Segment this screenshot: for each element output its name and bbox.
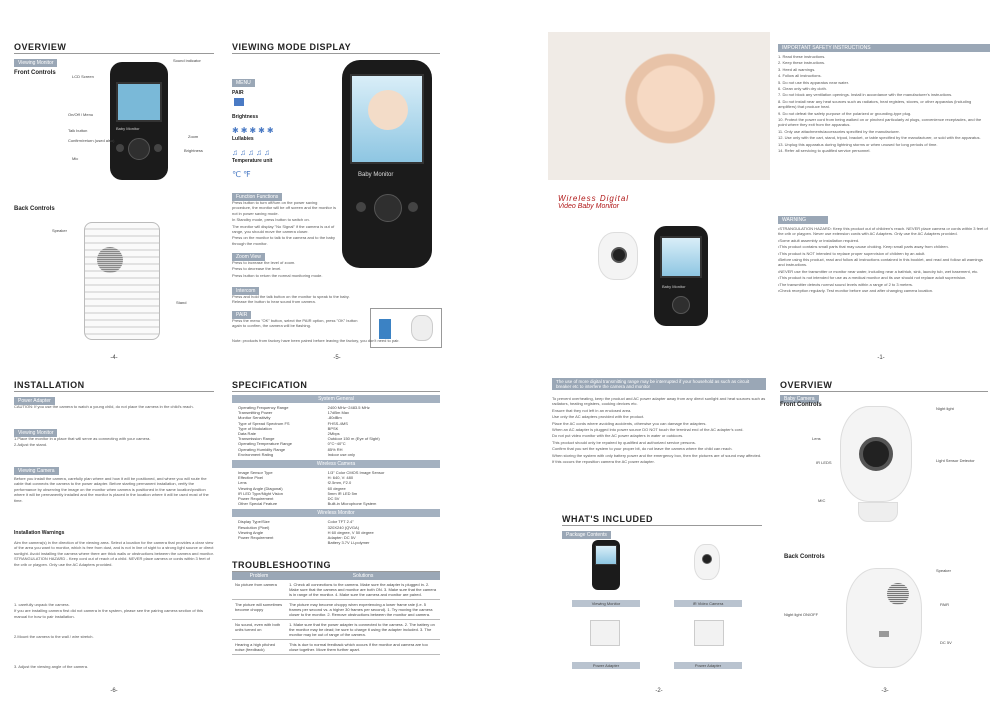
zoom-text: Press to increase the level of zoom. Press to decrease the level. Press button to return the normal monitoring mode. — [232, 260, 323, 278]
spec-value: 2Mbps — [327, 431, 340, 437]
install-step-3: 3. Adjust the viewing angle of the camera. — [14, 664, 89, 669]
label-sound: Sound indicator — [173, 58, 201, 63]
install-step-2: 2.Mount the camera to the wall / wire stretch. — [14, 634, 94, 639]
label-zoom: Zoom — [188, 134, 199, 139]
spec-value: Color TFT 2.4" — [327, 519, 354, 525]
lullabies-label: Lullabies — [232, 136, 254, 142]
spec-value: Indoor use only — [327, 451, 356, 457]
viewing-monitor-tag: Viewing Monitor — [14, 429, 57, 437]
intercom-text: Press and hold the talk button on the monitor to speak to the baby. Release the button to hear sound from camera. — [232, 294, 350, 305]
included-monitor-caption: Viewing Monitor — [572, 600, 640, 607]
spec-value: 2400 MHz~2483.5 MHz — [327, 405, 370, 410]
troubleshooting-table — [232, 572, 440, 655]
spec-key: Viewing Angle (Diagonal) — [238, 485, 283, 491]
spec-key: Operating Humidity Range — [238, 446, 286, 452]
monitor-brand: Baby Monitor — [358, 172, 394, 178]
power-adapter-tag: Power Adapter — [14, 397, 55, 405]
solution-cell: 1. Make sure that the power adapter is connected to the camera. 2. The battery on the monitor may be dead; be sure to charge it using the adapter included. 3. The monitor may be out of range of the camera. — [286, 620, 440, 640]
label-stand: Stand — [176, 300, 187, 305]
speaker-grille — [97, 247, 123, 273]
solution-cell: The picture may become choppy when experiencing a lower frame rate (i.e. 5 frames per second vs. a higher 30 frames per second). 1. Try moving the camera closer to the monitor. 2. Remove obstructions between the monitor and camera. — [286, 600, 440, 620]
baby-image — [368, 90, 408, 130]
whats-included-title: WHAT'S INCLUDED — [562, 514, 762, 526]
spec-value: BPSK — [327, 425, 339, 431]
system-general-head: System General — [232, 395, 440, 403]
spec-row — [232, 540, 440, 545]
spec-value: Adapter: DC 5V — [327, 535, 356, 541]
label-dc5v: DC 5V — [940, 640, 952, 645]
spec-value: Outdoor 150 m (Eye of Sight) — [327, 436, 380, 442]
camera-back-heading: Back Controls — [784, 554, 825, 560]
baby-photo — [548, 32, 770, 180]
problem-cell: The picture will sometimes become choppy — [232, 600, 286, 620]
manual-page-6 — [8, 372, 220, 700]
installation-warnings-text: Aim the camera(s) in the direction of the viewing area. Select a location for the camera that provides a clear view of the area you want to monitor, which is free from dust, and is not in line of sight to a strong light source or direct sunlight. Avoid installing the camera where there are thick walls or obstructions between the camera and monitor. STRANGULATION HAZARD - Keep cord out of reach of a child. NEVER place camera or cords within 3 feet of the crib or playpen. Only use the AC Adapters provided. — [14, 540, 214, 567]
function-tag: Function Functions — [232, 193, 282, 201]
included-camera-image — [694, 544, 720, 580]
problem-cell: No sound, even with both units turned on — [232, 620, 286, 640]
safety-heading: IMPORTANT SAFETY INSTRUCTIONS — [778, 44, 990, 52]
included-adapter-2-image — [694, 620, 724, 646]
warning-heading: WARNING — [778, 216, 828, 224]
control-dial — [128, 138, 150, 160]
spec-value: Built-in Microphone System — [327, 501, 377, 507]
manual-page-3 — [776, 372, 994, 700]
camera-base — [858, 502, 898, 522]
spec-key: Lens — [238, 480, 247, 486]
baby-camera-tag: Baby Camera — [780, 395, 819, 403]
spec-value: DC 5V — [327, 496, 340, 502]
spec-value: 320X240 (QVGA) — [327, 524, 360, 530]
label-lens: Lens — [812, 436, 821, 441]
spec-key: Power Requirement — [238, 535, 274, 541]
cautions-list: To prevent overheating, keep the product and AC power adapter away from any direct sunlight and heat sources such as radiators, heating registers, cooking devices etc. Ensure that they not left in an enclosed area. Use only the AC adapters provided with the product. Place the AC cords where avoiding accidents, otherwise you can damage the adapters. When an AC adapter is plugged into power source DO NOT touch the terminal end of the AC adapter's cord. Do not put video monitor with the AC power adapters in water or outdoors. This product should only be repaired by qualified and authorized service persons. Confirm that you set the system to your proper bit, do not leave the camera where the child can reach. When storing the system with only battery power and the emergency box, then the pictures are of sound may affected. If this occurs the reposition camera the AC power adapter. — [552, 396, 766, 465]
monitor-display — [350, 74, 424, 164]
monitor-steps: 1.Place the monitor in a place that will serve as connecting with your camera. 2.Adjust the stand. — [14, 436, 151, 448]
spec-value: 1/3" Color CMOS Image Sensor — [327, 470, 385, 476]
cover-monitor-image: Baby Monitor — [654, 226, 708, 326]
solutions-header: Solutions — [286, 572, 440, 580]
spec-value: -80dBm — [327, 415, 342, 421]
pair-text: Press the menu "OK" button, select the PAIR option, press "OK" button again to confirm, the camera will be flashing. — [232, 318, 358, 329]
temperature-label: Temperature unit — [232, 158, 273, 164]
label-light-sensor: Light Sensor Detector — [936, 458, 975, 463]
camera-front-heading: Front Controls — [780, 402, 822, 408]
caution-text: CAUTION: If you use the camera to watch a young child, do not place the camera in the child's reach. — [14, 404, 194, 409]
spec-key: Type of Spread Spectrum FS — [238, 420, 290, 426]
table-row — [232, 600, 440, 620]
camera-install-text: Before you install the camera, carefully plan where and how it will be positioned, and where you will route the cable that connects the camera to the power adapter. Before starting permanent installation, verify the performance by observing the image on the monitor when camera is positioned in the same location/position where it will be permanently installed and the monitor is placed in the location where it will be used most of the time. — [14, 476, 209, 503]
problem-header: Problem — [232, 572, 286, 580]
spec-value: H: 640, V: 480 — [327, 475, 354, 481]
spec-key: Monitor Sensitivity — [238, 415, 271, 421]
viewing-camera-tag: Viewing Camera — [14, 467, 59, 475]
camera-speaker-grille — [887, 583, 909, 605]
spec-row — [232, 452, 440, 457]
package-contents-tag: Package Contents — [562, 531, 611, 539]
brand-logo: Baby Monitor — [116, 126, 140, 131]
table-row — [232, 620, 440, 640]
installation-warnings-heading: Installation Warnings — [14, 530, 65, 536]
label-night: Night light — [936, 406, 954, 411]
monitor-left-btn — [356, 202, 366, 212]
label-ir-leds: IR LEDS — [816, 460, 832, 465]
troubleshooting-title: TROUBLESHOOTING — [232, 560, 440, 572]
temperature-icons: ℃ ℉ — [232, 170, 251, 179]
overview-title: OVERVIEW — [14, 42, 214, 54]
spec-key: Image Sensor Type — [238, 470, 273, 476]
spec-value: 0°C~40°C — [327, 441, 346, 447]
spec-key: Operating Temperature Range — [238, 441, 292, 447]
label-mic: Mic — [72, 156, 79, 161]
label-brightness: Brightness — [184, 148, 203, 153]
spec-key: Operating Frequency Range — [238, 405, 289, 410]
camera-lens — [859, 437, 893, 471]
spec-value: 85% RH — [327, 446, 343, 452]
installation-title: INSTALLATION — [14, 380, 214, 392]
back-controls-heading: Back Controls — [14, 206, 55, 212]
intercom-tag: Intercom — [232, 287, 259, 295]
label-speaker-cam: Speaker — [936, 568, 951, 573]
viewing-monitor-tag: Viewing Monitor — [14, 59, 57, 67]
problem-cell: No picture from camera — [232, 580, 286, 600]
spec-row — [232, 501, 440, 506]
wireless-monitor-head: Wireless Monitor — [232, 509, 440, 517]
safety-list: 1. Read these instructions. 2. Keep these instructions. 3. Heed all warnings. 4. Follow all instructions. 5. Do not use this apparatus near water. 6. Clean only with dry cloth. 7. Do not block any ventilation openings. Install in accordance with the manufacturer's instructions. 8. Do not install near any heat sources such as radiators, heat registers, stoves, or other apparatus (including amplifiers) that produce heat. 9. Do not defeat the safety purpose of the polarized or grounding-type plug. 10. Protect the power cord from being walked on or pinched particularly at plugs, convenience receptacles, and the point where they exit from the apparatus. 11. Only use attachments/accessories specified by the manufacturer. 12. Use only with the cart, stand, tripod, bracket, or table specified by the manufacturer, or sold with the apparatus. 13. Unplug this apparatus during lightning storms or when unused for long periods of time. 14. Refer all servicing to qualified service personnel. — [778, 54, 982, 154]
spec-key: IR LED Type/Night Vision — [238, 490, 283, 496]
wireless-camera-head: Wireless Camera — [232, 460, 440, 468]
included-adapter-1-image — [590, 620, 620, 646]
label-mic-cam: MIC — [818, 498, 826, 503]
included-camera-caption: IR Video Camera — [674, 600, 742, 607]
front-controls-heading: Front Controls — [14, 70, 56, 76]
pair-icon — [234, 98, 244, 106]
spec-value: 60 degree — [327, 485, 346, 491]
monitor-dial — [374, 194, 402, 222]
spec-key: Transmitting Power — [238, 410, 273, 416]
spec-key: Display Type/Size — [238, 519, 270, 525]
spec-key: Resolution (Pixel) — [238, 524, 270, 530]
manual-page-2 — [548, 372, 770, 700]
manual-page-1 — [548, 32, 994, 367]
spec-value: 17dBm Max — [327, 410, 350, 416]
page-number: -2- — [655, 688, 663, 694]
cautions-heading: The use of more digital transmitting range may be interrupted if your household as such as circuit breaker etc to interfere the camera and monitor — [552, 378, 766, 390]
spec-key: Transmission Range — [238, 436, 275, 442]
pair-tag: PAIR — [232, 311, 251, 319]
zoom-tag: Zoom View — [232, 253, 265, 261]
label-led: LCD Screen — [72, 74, 94, 79]
label-menu: On/Off / Menu — [68, 112, 94, 117]
camera-back-image — [846, 568, 922, 668]
menu-tag: MENU — [232, 79, 255, 87]
left-button — [116, 144, 124, 152]
monitor-back-image — [84, 222, 160, 340]
label-pair-cam: PAIR — [940, 602, 950, 607]
camera-overview-title: OVERVIEW — [780, 380, 988, 392]
spec-value: H 60 degree, V 50 degree — [327, 529, 374, 535]
camera-port — [879, 631, 889, 637]
pair-label: PAIR — [232, 90, 244, 96]
manual-page-5 — [228, 32, 446, 367]
spec-key: Other Special Feature — [238, 501, 278, 507]
lullaby-icons: ♫ ♫ ♫ ♫ ♫ — [232, 148, 270, 157]
viewing-mode-monitor-image — [342, 60, 432, 268]
table-row — [232, 640, 440, 655]
function-text: Press button to turn off/turn on the power saving procedure, the monitor will be off screen and the monitor is not in power saving mode. In Standby mode, press button to switch on. The monitor will display "No Signal" if the camera is out of range, you should move the camera closer. Press on the monitor to talk to the camera and to the baby through the monitor. — [232, 200, 336, 246]
spec-key: Data Rate — [238, 431, 257, 437]
brightness-icons: ✱ ✱ ✱ ✱ ✱ — [232, 126, 274, 135]
manual-page-4 — [8, 32, 220, 367]
pair-note: Note: products from factory have been paired before leaving the factory, you don't need to pair. — [232, 338, 400, 343]
monitor-right-btn — [408, 202, 418, 212]
specification-title: SPECIFICATION — [232, 380, 440, 392]
right-button — [154, 144, 162, 152]
spec-table — [232, 392, 440, 545]
spec-value: 5mm IR LED 5m — [327, 490, 358, 496]
viewing-mode-title: VIEWING MODE DISPLAY — [232, 42, 440, 54]
included-adapter-1-caption: Power Adapter — [572, 662, 640, 669]
spec-key: Viewing Angle — [238, 529, 264, 535]
page-number: -3- — [881, 688, 889, 694]
label-confirm: Confirm/return (used also) — [68, 138, 115, 143]
install-step-1: 1. carefully unpack the camera. If you are installing camera first did not camera in the system, please see the pairing camera section of this manual for how to pair installation. — [14, 602, 203, 619]
cover-title: Wireless Digital Video Baby Monitor — [558, 194, 630, 210]
included-monitor-image — [592, 540, 620, 590]
brightness-label: Brightness — [232, 114, 259, 120]
label-night-onoff: Night light ON/OFF — [784, 612, 819, 617]
spec-value: FHSS-4MS — [327, 420, 348, 426]
manual-page-specification — [228, 372, 446, 700]
spec-value: f2.5mm, F2.0 — [327, 480, 352, 486]
table-row — [232, 580, 440, 600]
cover-camera-image — [598, 232, 638, 280]
included-adapter-2-caption: Power Adapter — [674, 662, 742, 669]
spec-key: Type of Modulation — [238, 425, 272, 431]
problem-cell: Hearing a high pitched noise (feedback) — [232, 640, 286, 655]
label-speaker-back: Speaker — [52, 228, 67, 233]
monitor-screen — [116, 82, 162, 122]
spec-value: Battery 3.7V Li-polymer — [327, 540, 370, 546]
page-number: -4- — [110, 355, 118, 361]
warning-list: •STRANGULATION HAZARD: Keep this product out of children's reach. NEVER place camera or cords within 3 feet of the crib or playpen. Never use extension cords with AC Adapters. Only use the AC Adapters provided. •Some adult assembly or installation required. •This product contains small parts that may cause choking. Keep small parts away from children. •This product is NOT intended to replace proper supervision of children by an adult. •Before using this product, read and follow all instructions contained in this booklet, and read and follow all warnings and instructions. •NEVER use the transmitter or monitor near water, including near a bathtub, sink, laundry tub, wet basement, etc. •This product is not intended for use as a medical monitor and its use should not replace adult supervision. •The transmitter detects normal sound levels within a range of 2 to 3 meters. •Check reception regularly. Test monitor before use and after changing camera location. — [778, 226, 988, 294]
spec-key: Environment Rating — [238, 451, 274, 457]
viewing-monitor-image — [110, 62, 168, 180]
page-number: -5- — [333, 355, 341, 361]
camera-front-image — [840, 406, 912, 502]
label-talk: Talk button — [68, 128, 88, 133]
spec-key: Effective Pixel — [238, 475, 264, 481]
page-number: -1- — [877, 355, 885, 361]
page-number: -6- — [110, 688, 118, 694]
solution-cell: 1. Check all connections to the camera. Make sure the adapter is plugged in. 2. Make sure that the camera and monitor are both ON. 3. Make sure that the camera is in range of the monitor. 4. Make sure the camera and monitor are paired. — [286, 580, 440, 600]
spec-key — [232, 540, 328, 545]
solution-cell: This is due to normal feedback which occurs if the monitor and camera are too close together. Move them further apart. — [286, 640, 440, 655]
spec-key: Power Requirement — [238, 496, 274, 502]
